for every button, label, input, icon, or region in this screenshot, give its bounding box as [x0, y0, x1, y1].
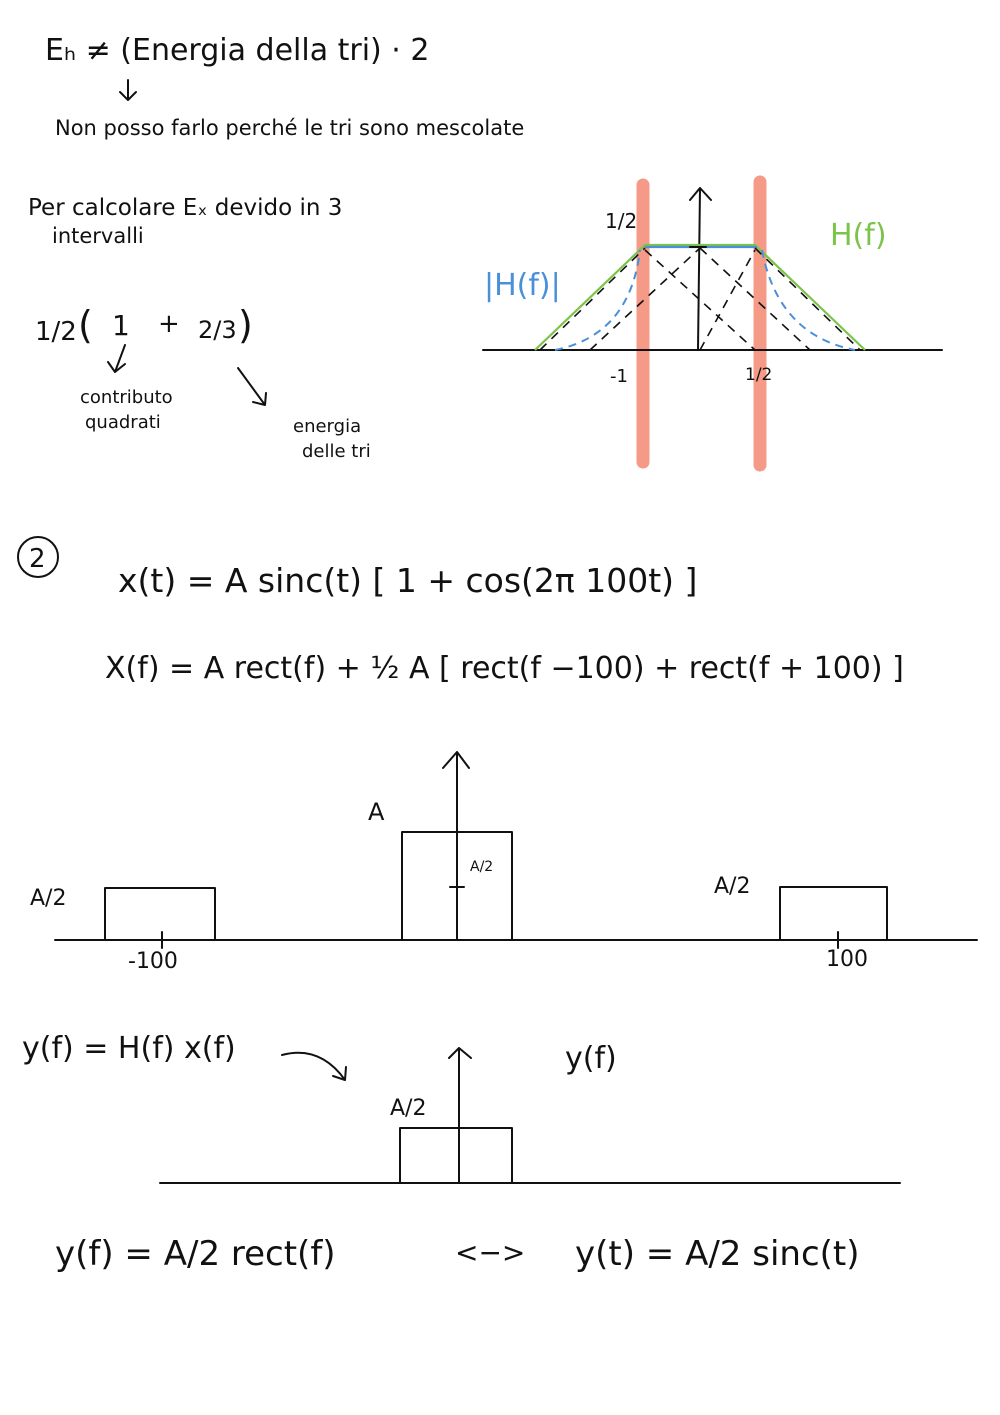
curved-arrow-icon	[282, 1053, 346, 1080]
y-t-result: y(t) = A/2 sinc(t)	[575, 1234, 860, 1274]
svg-text:+: +	[158, 309, 180, 339]
svg-text:): )	[238, 303, 253, 347]
energia-label: energia	[293, 416, 362, 437]
energy-expression	[35, 303, 253, 347]
right-rect	[780, 887, 887, 940]
x-f-equation: X(f) = A rect(f) + ½ A [ rect(f −100) + rect(f + 100) ]	[105, 651, 904, 686]
y-plot-label: y(f)	[565, 1041, 617, 1076]
svg-text:1: 1	[112, 309, 130, 342]
center-inner-label: A/2	[470, 859, 494, 875]
left-height-label: A/2	[30, 886, 67, 911]
magnitude-label: |H(f)|	[484, 268, 561, 303]
contributo-label: contributo	[80, 387, 173, 408]
calc-note-line1: Per calcolare Eₓ devido in 3	[28, 195, 343, 221]
neg-tick-label: -1	[610, 366, 628, 387]
output-height-label: A/2	[390, 1096, 427, 1121]
left-tick-label: -100	[128, 949, 178, 974]
magnitude-left-curve	[555, 250, 640, 350]
energy-statement: Eₕ ≠ (Energia della tri) · 2	[45, 33, 430, 68]
quadrati-label: quadrati	[85, 412, 161, 433]
y-axis-arrow-icon	[690, 188, 711, 350]
y-axis-arrow-icon	[443, 752, 469, 940]
svg-text:2/3: 2/3	[198, 316, 237, 344]
y-f-result: y(f) = A/2 rect(f)	[55, 1234, 336, 1274]
delle-tri-label: delle tri	[302, 441, 371, 462]
transform-arrow: <−>	[455, 1236, 526, 1269]
svg-text:1/2: 1/2	[35, 317, 77, 347]
svg-text:(: (	[78, 303, 93, 347]
output-rect	[400, 1128, 512, 1183]
center-height-label: A	[368, 798, 385, 826]
cannot-note: Non posso farlo perché le tri sono mescolate	[55, 116, 525, 140]
y-definition: y(f) = H(f) x(f)	[22, 1031, 236, 1066]
h-label: H(f)	[830, 218, 887, 253]
arrow-icon	[238, 368, 266, 405]
spectrum-plot	[30, 752, 977, 974]
right-height-label: A/2	[714, 874, 751, 899]
arrow-icon	[108, 345, 125, 372]
half-level-label: 1/2	[605, 209, 638, 233]
filter-plot	[483, 182, 942, 465]
problem-number: 2	[29, 544, 46, 574]
left-rect	[105, 888, 215, 940]
output-plot	[160, 1048, 900, 1183]
x-t-equation: x(t) = A sinc(t) [ 1 + cos(2π 100t) ]	[118, 561, 698, 600]
right-tick-label: 100	[826, 947, 868, 972]
down-arrow-icon	[120, 80, 136, 100]
pos-tick-label: 1/2	[745, 365, 773, 385]
calc-note-line2: intervalli	[52, 224, 144, 248]
y-axis-arrow-icon	[449, 1048, 471, 1183]
